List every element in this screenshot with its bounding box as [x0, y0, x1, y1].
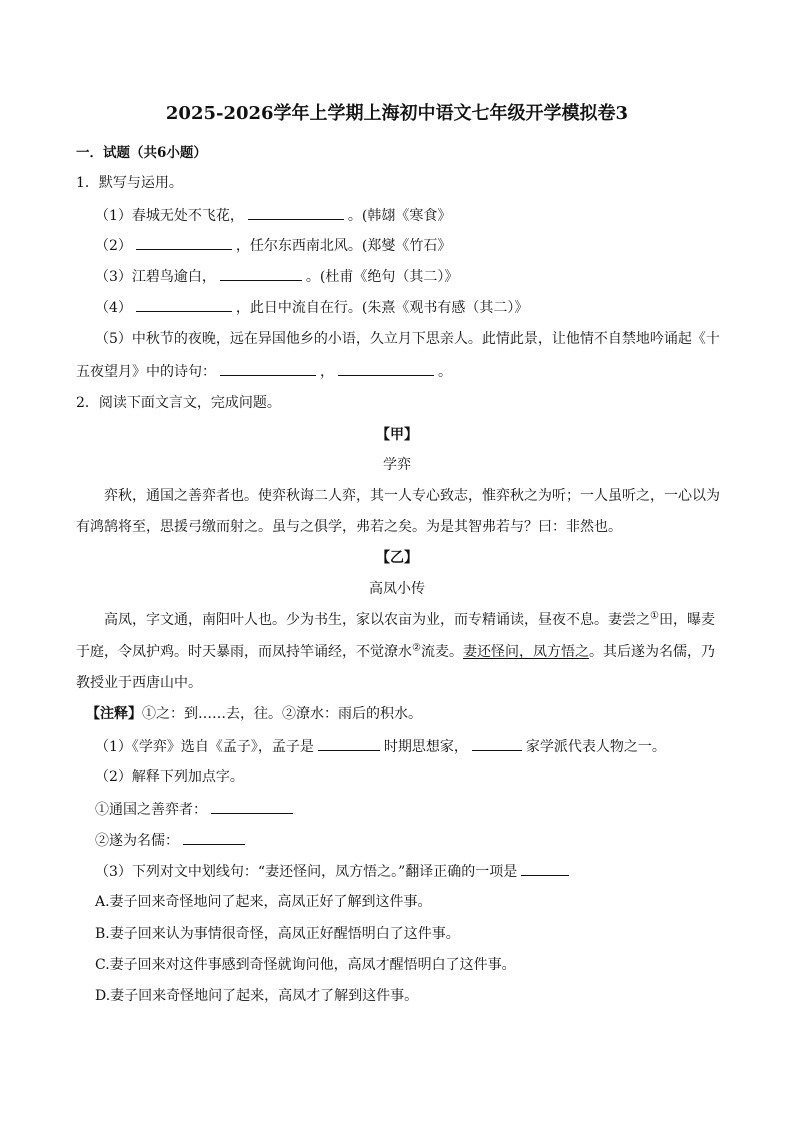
annotation	[86, 704, 422, 724]
yi-text: 。其后遂为名儒，乃	[588, 644, 715, 660]
note-marker-2: ②	[412, 642, 421, 654]
option-a[interactable]: A.妻子回来奇怪地问了起来，高凤正好了解到这件事。	[95, 894, 432, 910]
yi-text: 于庭，令凤护鸡。时天暴雨，而凤持竿诵经，不觉潦水	[76, 644, 412, 660]
answer-blank[interactable]	[318, 736, 380, 751]
option-d[interactable]: D.妻子回来奇怪地问了起来，高凤才了解到这件事。	[95, 988, 419, 1004]
answer-blank[interactable]	[136, 235, 232, 250]
answer-blank[interactable]	[220, 361, 316, 376]
section-heading: 一．试题（共6小题）	[76, 145, 207, 161]
answer-blank[interactable]	[338, 361, 434, 376]
q1-item-5-post: 。	[438, 364, 452, 380]
yi-text: 高凤，字文通，南阳叶人也。少为书生，家以农亩为业，而专精诵读，昼夜不息。妻尝之	[104, 612, 650, 628]
answer-blank[interactable]	[136, 297, 232, 312]
annotation-text: ①之：到……去，往。②潦水：雨后的积水。	[142, 706, 422, 722]
q1-item-2-pre: （2）	[95, 238, 132, 254]
option-b[interactable]: B.妻子回来认为事情很奇怪，高凤正好醒悟明白了这件事。	[95, 926, 460, 942]
q1-item-2	[95, 235, 451, 256]
q1-item-5-pre: 五夜望月》中的诗句：	[76, 364, 216, 380]
q1-item-3	[95, 266, 458, 287]
answer-blank[interactable]	[211, 799, 293, 814]
yi-paragraph-line3: 教授业于西唐山中。	[76, 675, 202, 691]
subquestion-3-text: （3）下列对文中划线句：“妻还怪问，凤方悟之。”翻译正确的一项是	[95, 864, 518, 880]
subquestion-3	[95, 861, 573, 882]
note-marker-1: ①	[650, 610, 659, 622]
q1-item-4-post: ，此日中流自在行。(朱熹《观书有感（其二）》	[235, 300, 529, 316]
q2-heading: 2．阅读下面文言文，完成问题。	[76, 395, 281, 411]
subquestion-1	[95, 736, 666, 757]
yi-text: 田，曝麦	[658, 612, 715, 628]
subquestion-2: （2）解释下列加点字。	[95, 769, 244, 785]
q1-item-1	[95, 205, 451, 226]
q1-item-5-mid: ，	[320, 364, 334, 380]
subquestion-2-item-text: ②遂为名儒：	[95, 833, 179, 849]
yi-label: 【乙】	[376, 550, 418, 566]
jia-label: 【甲】	[376, 427, 418, 443]
q1-item-4-pre: （4）	[95, 300, 132, 316]
subquestion-1-text: （1）《学弈》选自《孟子》，孟子是	[95, 739, 314, 755]
subquestion-2-item-1	[95, 799, 297, 820]
underlined-sentence: 妻还怪问，凤方悟之	[462, 644, 589, 660]
answer-blank[interactable]	[183, 830, 245, 845]
subquestion-2-item-2	[95, 830, 249, 851]
subquestion-1-text: 时期思想家，	[383, 739, 468, 755]
jia-paragraph-line2: 有鸿鹄将至，思援弓缴而射之。虽与之俱学，弗若之矣。为是其智弗若与？曰：非然也。	[76, 519, 622, 535]
answer-blank[interactable]	[248, 205, 344, 220]
q1-item-4	[95, 297, 528, 318]
page-title: 2025-2026学年上学期上海初中语文七年级开学模拟卷3	[165, 103, 629, 124]
option-c[interactable]: C.妻子回来对这件事感到奇怪就询问他，高凤才醒悟明白了这件事。	[95, 957, 516, 973]
yi-paragraph-line2	[76, 642, 715, 662]
q1-item-1-pre: （1）春城无处不飞花，	[95, 208, 244, 224]
answer-blank[interactable]	[472, 736, 522, 751]
q1-item-3-post: 。(杜甫《绝句（其二）》	[305, 269, 459, 285]
q1-item-5-line1: （5）中秋节的夜晚，远在异国他乡的小语，久立月下思亲人。此情此景，让他情不自禁地吟诵起《十	[95, 331, 720, 347]
answer-blank[interactable]	[521, 861, 569, 876]
annotation-label: 【注释】	[86, 706, 142, 722]
q1-item-3-pre: （3）江碧鸟逾白，	[95, 269, 216, 285]
q1-item-2-post: ，任尔东西南北风。(郑燮《竹石》	[235, 238, 452, 254]
yi-text: 流麦。	[420, 644, 463, 660]
jia-paragraph-line1: 弈秋，通国之善弈者也。使弈秋诲二人弈，其一人专心致志，惟弈秋之为听；一人虽听之，一心以为	[104, 488, 720, 504]
yi-title: 高凤小传	[369, 581, 425, 597]
q1-heading: 1．默写与运用。	[76, 175, 183, 191]
q1-item-1-post: 。(韩翃《寒食》	[347, 208, 452, 224]
subquestion-1-text: 家学派代表人物之一。	[525, 739, 666, 755]
jia-title: 学弈	[383, 457, 411, 473]
answer-blank[interactable]	[220, 266, 302, 281]
yi-paragraph-line1	[104, 610, 715, 630]
subquestion-2-item-text: ①通国之善弈者：	[95, 802, 207, 818]
q1-item-5-line2	[76, 361, 452, 382]
